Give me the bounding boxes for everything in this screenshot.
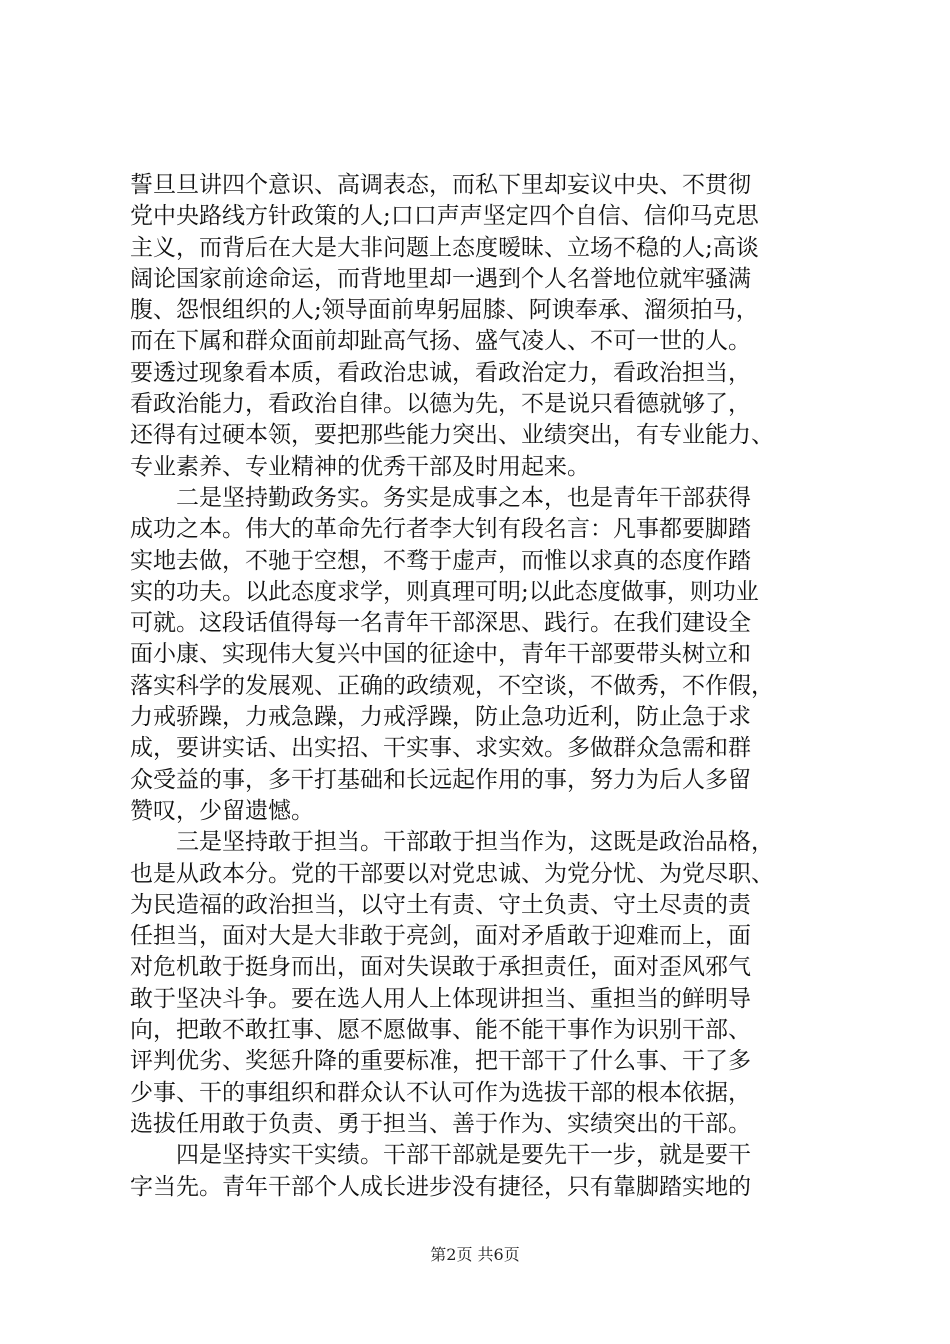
text-line: 敢于坚决斗争。要在选人用人上体现讲担当、重担当的鲜明导 <box>130 985 751 1012</box>
text-line: 任担当，面对大是大非敢于亮剑，面对矛盾敢于迎难而上，面 <box>130 923 751 950</box>
text-line: 选拔任用敢于负责、勇于担当、善于作为、实绩突出的干部。 <box>130 1110 751 1137</box>
text-line: 还得有过硬本领，要把那些能力突出、业绩突出，有专业能力、 <box>130 422 774 449</box>
text-line: 党中央路线方针政策的人;口口声声坚定四个自信、信仰马克思 <box>130 203 759 230</box>
text-line: 成功之本。伟大的革命先行者李大钊有段名言：凡事都要脚踏 <box>130 516 751 543</box>
text-line: 为民造福的政治担当，以守土有责、守土负责、守土尽责的责 <box>130 891 751 918</box>
text-line: 四是坚持实干实绩。干部干部就是要先干一步，就是要干 <box>176 1142 751 1169</box>
text-line: 也是从政本分。党的干部要以对党忠诚、为党分忧、为党尽职、 <box>130 860 774 887</box>
text-line: 对危机敢于挺身而出，面对失误敢于承担责任，面对歪风邪气 <box>130 954 751 981</box>
text-line: 赞叹，少留遗憾。 <box>130 797 314 824</box>
body-text <box>130 170 845 1203</box>
text-line: 专业素养、专业精神的优秀干部及时用起来。 <box>130 453 590 480</box>
text-line: 少事、干的事组织和群众认不认可作为选拔干部的根本依据， <box>130 1079 751 1106</box>
text-line: 而在下属和群众面前却趾高气扬、盛气凌人、不可一世的人。 <box>130 328 751 355</box>
text-line: 二是坚持勤政务实。务实是成事之本，也是青年干部获得 <box>176 484 751 511</box>
text-line: 实的功夫。以此态度求学，则真理可明;以此态度做事，则功业 <box>130 578 759 605</box>
text-line: 主义，而背后在大是大非问题上态度暧昧、立场不稳的人;高谈 <box>130 234 759 261</box>
text-line: 面小康、实现伟大复兴中国的征途中，青年干部要带头树立和 <box>130 641 751 668</box>
text-line: 落实科学的发展观、正确的政绩观，不空谈，不做秀，不作假， <box>130 672 774 699</box>
page-footer: 第2页 共6页 <box>430 1245 520 1264</box>
text-line: 三是坚持敢于担当。干部敢于担当作为，这既是政治品格， <box>176 829 774 856</box>
text-line: 誓旦旦讲四个意识、高调表态，而私下里却妄议中央、不贯彻 <box>130 172 751 198</box>
text-line: 看政治能力，看政治自律。以德为先，不是说只看德就够了， <box>130 391 751 418</box>
text-line: 字当先。青年干部个人成长进步没有捷径，只有靠脚踏实地的 <box>130 1173 751 1200</box>
text-line: 力戒骄躁，力戒急躁，力戒浮躁，防止急功近利，防止急于求 <box>130 704 751 731</box>
text-line: 评判优劣、奖惩升降的重要标准，把干部干了什么事、干了多 <box>130 1048 751 1075</box>
text-line: 腹、怨恨组织的人;领导面前卑躬屈膝、阿谀奉承、溜须拍马， <box>130 297 759 324</box>
text-line: 众受益的事，多干打基础和长远起作用的事，努力为后人多留 <box>130 766 751 793</box>
text-line: 要透过现象看本质，看政治忠诚，看政治定力，看政治担当， <box>130 359 751 386</box>
text-line: 阔论国家前途命运，而背地里却一遇到个人名誉地位就牢骚满 <box>130 265 751 292</box>
text-line: 可就。这段话值得每一名青年干部深思、践行。在我们建设全 <box>130 610 751 637</box>
text-line: 向，把敢不敢扛事、愿不愿做事、能不能干事作为识别干部、 <box>130 1017 751 1044</box>
text-line: 实地去做，不驰于空想，不骛于虚声，而惟以求真的态度作踏 <box>130 547 751 574</box>
text-line: 成，要讲实话、出实招、干实事、求实效。多做群众急需和群 <box>130 735 751 762</box>
